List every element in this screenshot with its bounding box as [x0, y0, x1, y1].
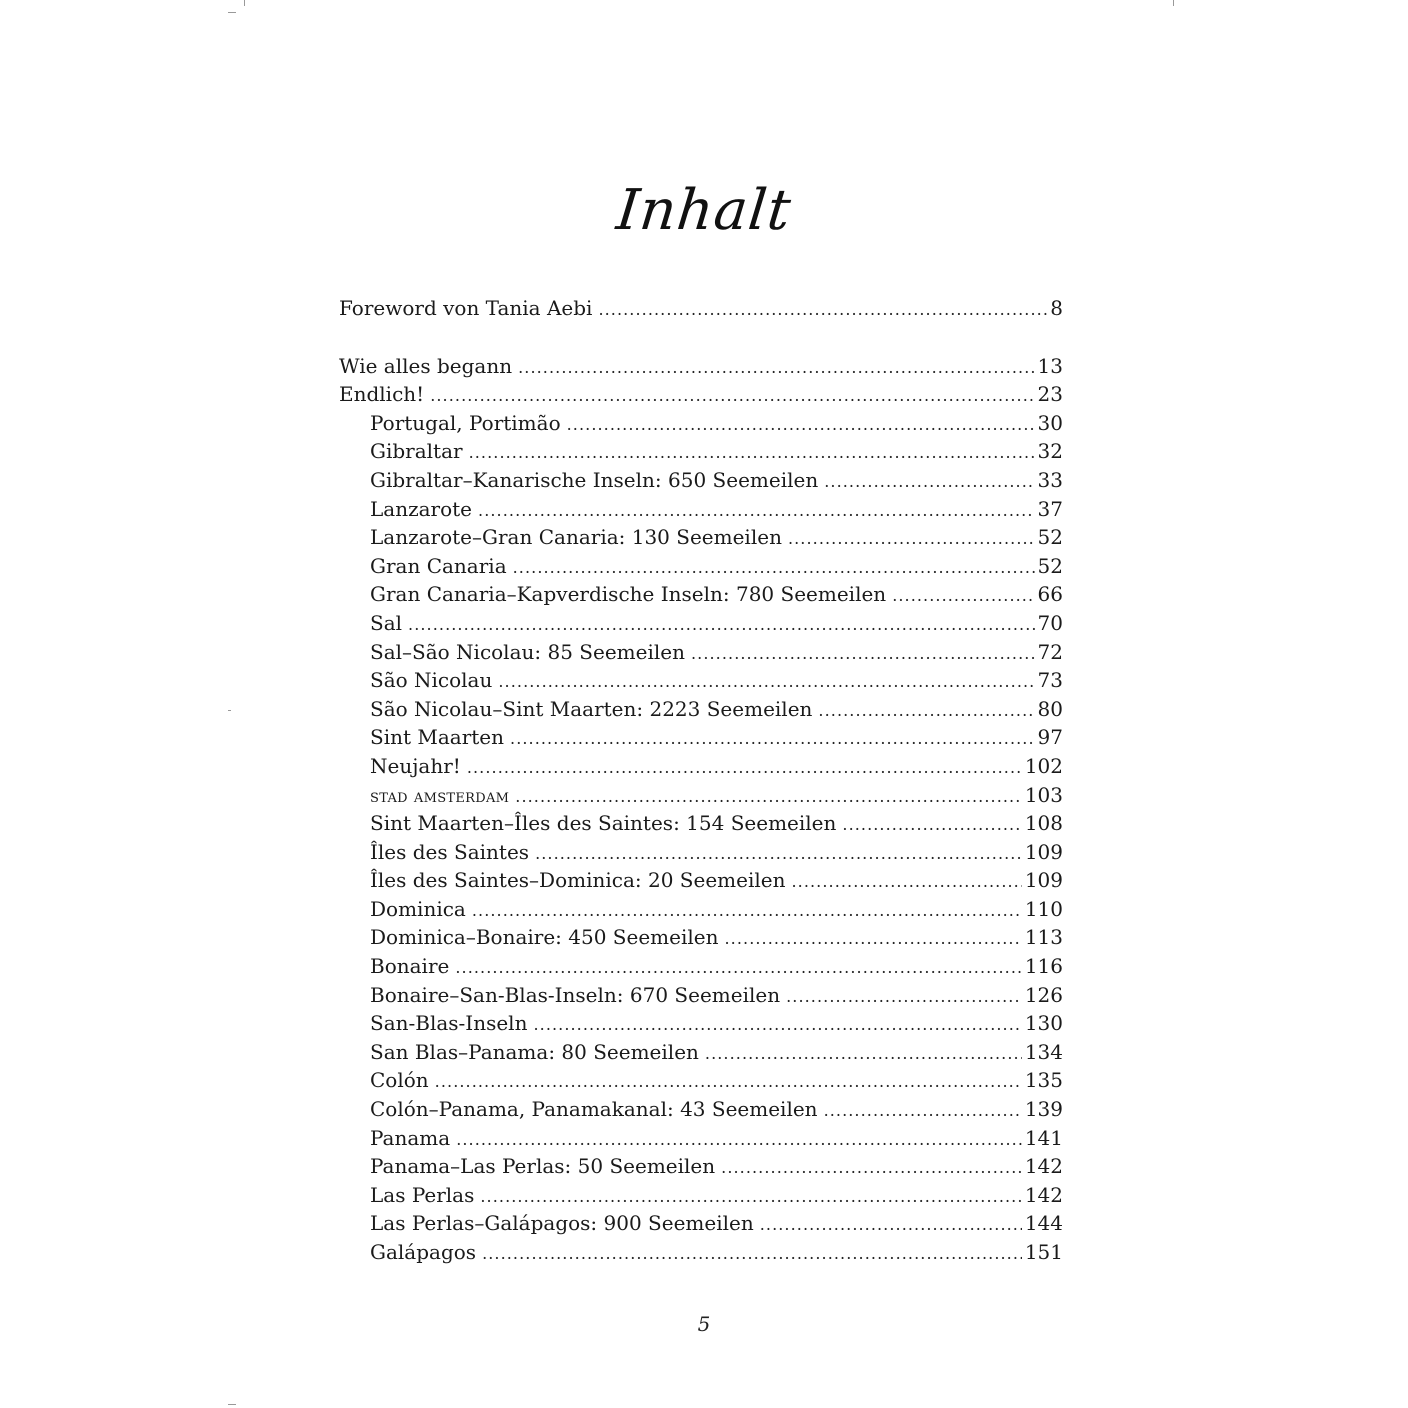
toc-entry-page-number: 8 [1050, 296, 1063, 320]
toc-entry[interactable] [339, 580, 1063, 609]
dot-leader [518, 354, 1034, 381]
toc-entry[interactable] [339, 1152, 1063, 1181]
toc-entry[interactable] [339, 409, 1063, 438]
dot-leader [842, 811, 1021, 838]
table-of-contents [339, 294, 1063, 1267]
toc-entry[interactable] [339, 1209, 1063, 1238]
dot-leader [691, 640, 1035, 667]
toc-entry-page-number: 37 [1037, 496, 1063, 521]
toc-entry[interactable] [339, 1066, 1063, 1095]
dot-leader [892, 582, 1034, 609]
toc-entry[interactable] [339, 466, 1063, 495]
toc-entry-page-number: 97 [1037, 725, 1063, 750]
toc-entry-page-number: 141 [1024, 1125, 1063, 1150]
dot-leader [791, 868, 1021, 895]
toc-entry[interactable] [339, 838, 1063, 867]
toc-entry-title: Îles des Saintes–Dominica: 20 Seemeilen [370, 868, 786, 893]
dot-leader [788, 525, 1035, 552]
dot-leader [824, 1097, 1022, 1124]
toc-entry[interactable] [339, 552, 1063, 581]
dot-leader [482, 1240, 1022, 1267]
dot-leader [515, 783, 1022, 810]
toc-entry-title: Gibraltar [370, 439, 463, 464]
toc-entry-title: San-Blas-Inseln [370, 1011, 528, 1036]
toc-entry-title: San Blas–Panama: 80 Seemeilen [370, 1039, 699, 1064]
toc-entry-page-number: 30 [1037, 410, 1063, 435]
dot-leader [824, 468, 1034, 495]
toc-entry-page-number: 103 [1024, 782, 1063, 807]
toc-entry-page-number: 135 [1024, 1068, 1063, 1093]
toc-entry-title: Las Perlas–Galápagos: 900 Seemeilen [370, 1211, 754, 1236]
toc-entry[interactable] [339, 523, 1063, 552]
toc-entry[interactable] [339, 380, 1063, 409]
dot-leader [535, 840, 1022, 867]
toc-entry[interactable] [339, 1095, 1063, 1124]
toc-entry-page-number: 52 [1037, 553, 1063, 578]
toc-entry[interactable] [339, 666, 1063, 695]
toc-entry-page-number: 109 [1024, 868, 1063, 893]
toc-entry-page-number: 108 [1024, 811, 1063, 836]
toc-entry-page-number: 142 [1024, 1182, 1063, 1207]
dot-leader [498, 668, 1034, 695]
dot-leader [510, 725, 1035, 752]
toc-entry-page-number: 66 [1037, 582, 1063, 607]
crop-mark-top-left-vertical [244, 0, 245, 6]
toc-entry[interactable] [339, 723, 1063, 752]
toc-entry-title: Dominica [370, 896, 466, 921]
dot-leader [786, 983, 1022, 1010]
toc-entry[interactable] [339, 437, 1063, 466]
toc-entry-page-number: 23 [1037, 382, 1063, 407]
toc-entry[interactable] [339, 1238, 1063, 1267]
toc-entry-title: Bonaire [370, 954, 450, 979]
toc-entry-title: Colón–Panama, Panamakanal: 43 Seemeilen [370, 1097, 818, 1122]
toc-entry-title: Galápagos [370, 1240, 477, 1264]
toc-entry-page-number: 13 [1037, 353, 1063, 378]
crop-mark-top-left [228, 12, 236, 13]
toc-entry-page-number: 52 [1037, 525, 1063, 550]
toc-entry-page-number: 110 [1024, 896, 1063, 921]
toc-entry-page-number: 139 [1024, 1097, 1063, 1122]
toc-entry[interactable] [339, 923, 1063, 952]
toc-entry-title: Foreword von Tania Aebi [339, 296, 593, 320]
toc-entry[interactable] [339, 352, 1063, 381]
toc-entry[interactable] [339, 495, 1063, 524]
toc-entry-title: Panama–Las Perlas: 50 Seemeilen [370, 1154, 716, 1179]
toc-entry-title: Dominica–Bonaire: 450 Seemeilen [370, 925, 719, 950]
toc-entry-title: stad amsterdam [370, 785, 510, 807]
toc-entry-title: Wie alles begann [339, 353, 513, 378]
toc-entry-page-number: 33 [1037, 467, 1063, 492]
toc-entry-title: Portugal, Portimão [370, 410, 561, 435]
dot-leader [721, 1154, 1022, 1181]
toc-entry-title: Lanzarote [370, 496, 473, 521]
toc-entry-page-number: 116 [1024, 954, 1063, 979]
toc-entry-title: Bonaire–San-Blas-Inseln: 670 Seemeilen [370, 982, 781, 1007]
dot-leader [455, 954, 1021, 981]
toc-entry-title: Sal–São Nicolau: 85 Seemeilen [370, 639, 685, 664]
toc-entry-page-number: 126 [1024, 982, 1063, 1007]
dot-leader [469, 439, 1035, 466]
dot-leader [408, 611, 1035, 638]
toc-entry-title: Lanzarote–Gran Canaria: 130 Seemeilen [370, 525, 782, 550]
toc-entry-title: Panama [370, 1125, 451, 1150]
toc-entry-page-number: 134 [1024, 1039, 1063, 1064]
page-title: Inhalt [613, 178, 795, 243]
dot-leader [513, 554, 1035, 581]
page-number: 5 [697, 1312, 711, 1336]
toc-entry-title: São Nicolau–Sint Maarten: 2223 Seemeilen [370, 696, 813, 721]
toc-entry-title: Sal [370, 610, 403, 635]
toc-entry-title: Gran Canaria [370, 553, 507, 578]
crop-mark-bottom-left [228, 1404, 236, 1405]
toc-entry[interactable] [339, 981, 1063, 1010]
dot-leader [478, 497, 1035, 524]
toc-entry-title: Sint Maarten [370, 725, 505, 750]
dot-leader [456, 1126, 1022, 1153]
toc-entry[interactable] [339, 866, 1063, 895]
toc-entry-page-number: 70 [1037, 610, 1063, 635]
toc-entry[interactable] [339, 752, 1063, 781]
dot-leader [435, 1068, 1022, 1095]
dot-leader [818, 697, 1034, 724]
toc-entry-page-number: 144 [1024, 1211, 1063, 1236]
toc-entry[interactable] [339, 952, 1063, 981]
toc-entry-page-number: 109 [1024, 839, 1063, 864]
toc-entry-title: Sint Maarten–Îles des Saintes: 154 Seemeilen [370, 811, 837, 836]
toc-entry-page-number: 142 [1024, 1154, 1063, 1179]
dot-leader [472, 897, 1022, 924]
dot-leader [725, 925, 1022, 952]
dot-leader [567, 411, 1035, 438]
dot-leader [467, 754, 1022, 781]
toc-entry[interactable] [339, 638, 1063, 667]
toc-entry[interactable] [339, 1038, 1063, 1067]
crop-mark-top-right-vertical [1173, 0, 1174, 6]
toc-entry-page-number: 32 [1037, 439, 1063, 464]
toc-entry-page-number: 102 [1024, 753, 1063, 778]
toc-entry-title: Gran Canaria–Kapverdische Inseln: 780 Seemeilen [370, 582, 887, 607]
toc-entry-title: Neujahr! [370, 753, 461, 778]
toc-entry[interactable] [339, 1181, 1063, 1210]
toc-entry[interactable] [339, 781, 1063, 810]
toc-entry[interactable] [339, 1009, 1063, 1038]
dot-leader [533, 1011, 1021, 1038]
dot-leader [760, 1211, 1022, 1238]
toc-entry-page-number: 113 [1024, 925, 1063, 950]
toc-entry[interactable] [339, 809, 1063, 838]
toc-entry-page-number: 130 [1024, 1011, 1063, 1036]
toc-entry-title: Îles des Saintes [370, 839, 530, 864]
dot-leader [705, 1040, 1022, 1067]
toc-entry-title: São Nicolau [370, 668, 493, 693]
toc-entry[interactable] [339, 609, 1063, 638]
dot-leader [430, 382, 1034, 409]
toc-entry-title: Gibraltar–Kanarische Inseln: 650 Seemeilen [370, 467, 819, 492]
toc-entry-page-number: 80 [1037, 696, 1063, 721]
toc-entry-page-number: 73 [1037, 668, 1063, 693]
crop-mark-middle-left [228, 710, 231, 711]
toc-entry-title: Las Perlas [370, 1182, 475, 1207]
dot-leader [598, 296, 1047, 323]
toc-entry[interactable] [339, 294, 1063, 323]
dot-leader [480, 1183, 1021, 1210]
toc-entry-title: Colón [370, 1068, 429, 1093]
toc-entry-page-number: 151 [1024, 1240, 1063, 1264]
toc-entry-page-number: 72 [1037, 639, 1063, 664]
toc-entry[interactable] [339, 1124, 1063, 1153]
toc-entry[interactable] [339, 695, 1063, 724]
toc-entry-title: Endlich! [339, 382, 425, 407]
toc-entry[interactable] [339, 895, 1063, 924]
